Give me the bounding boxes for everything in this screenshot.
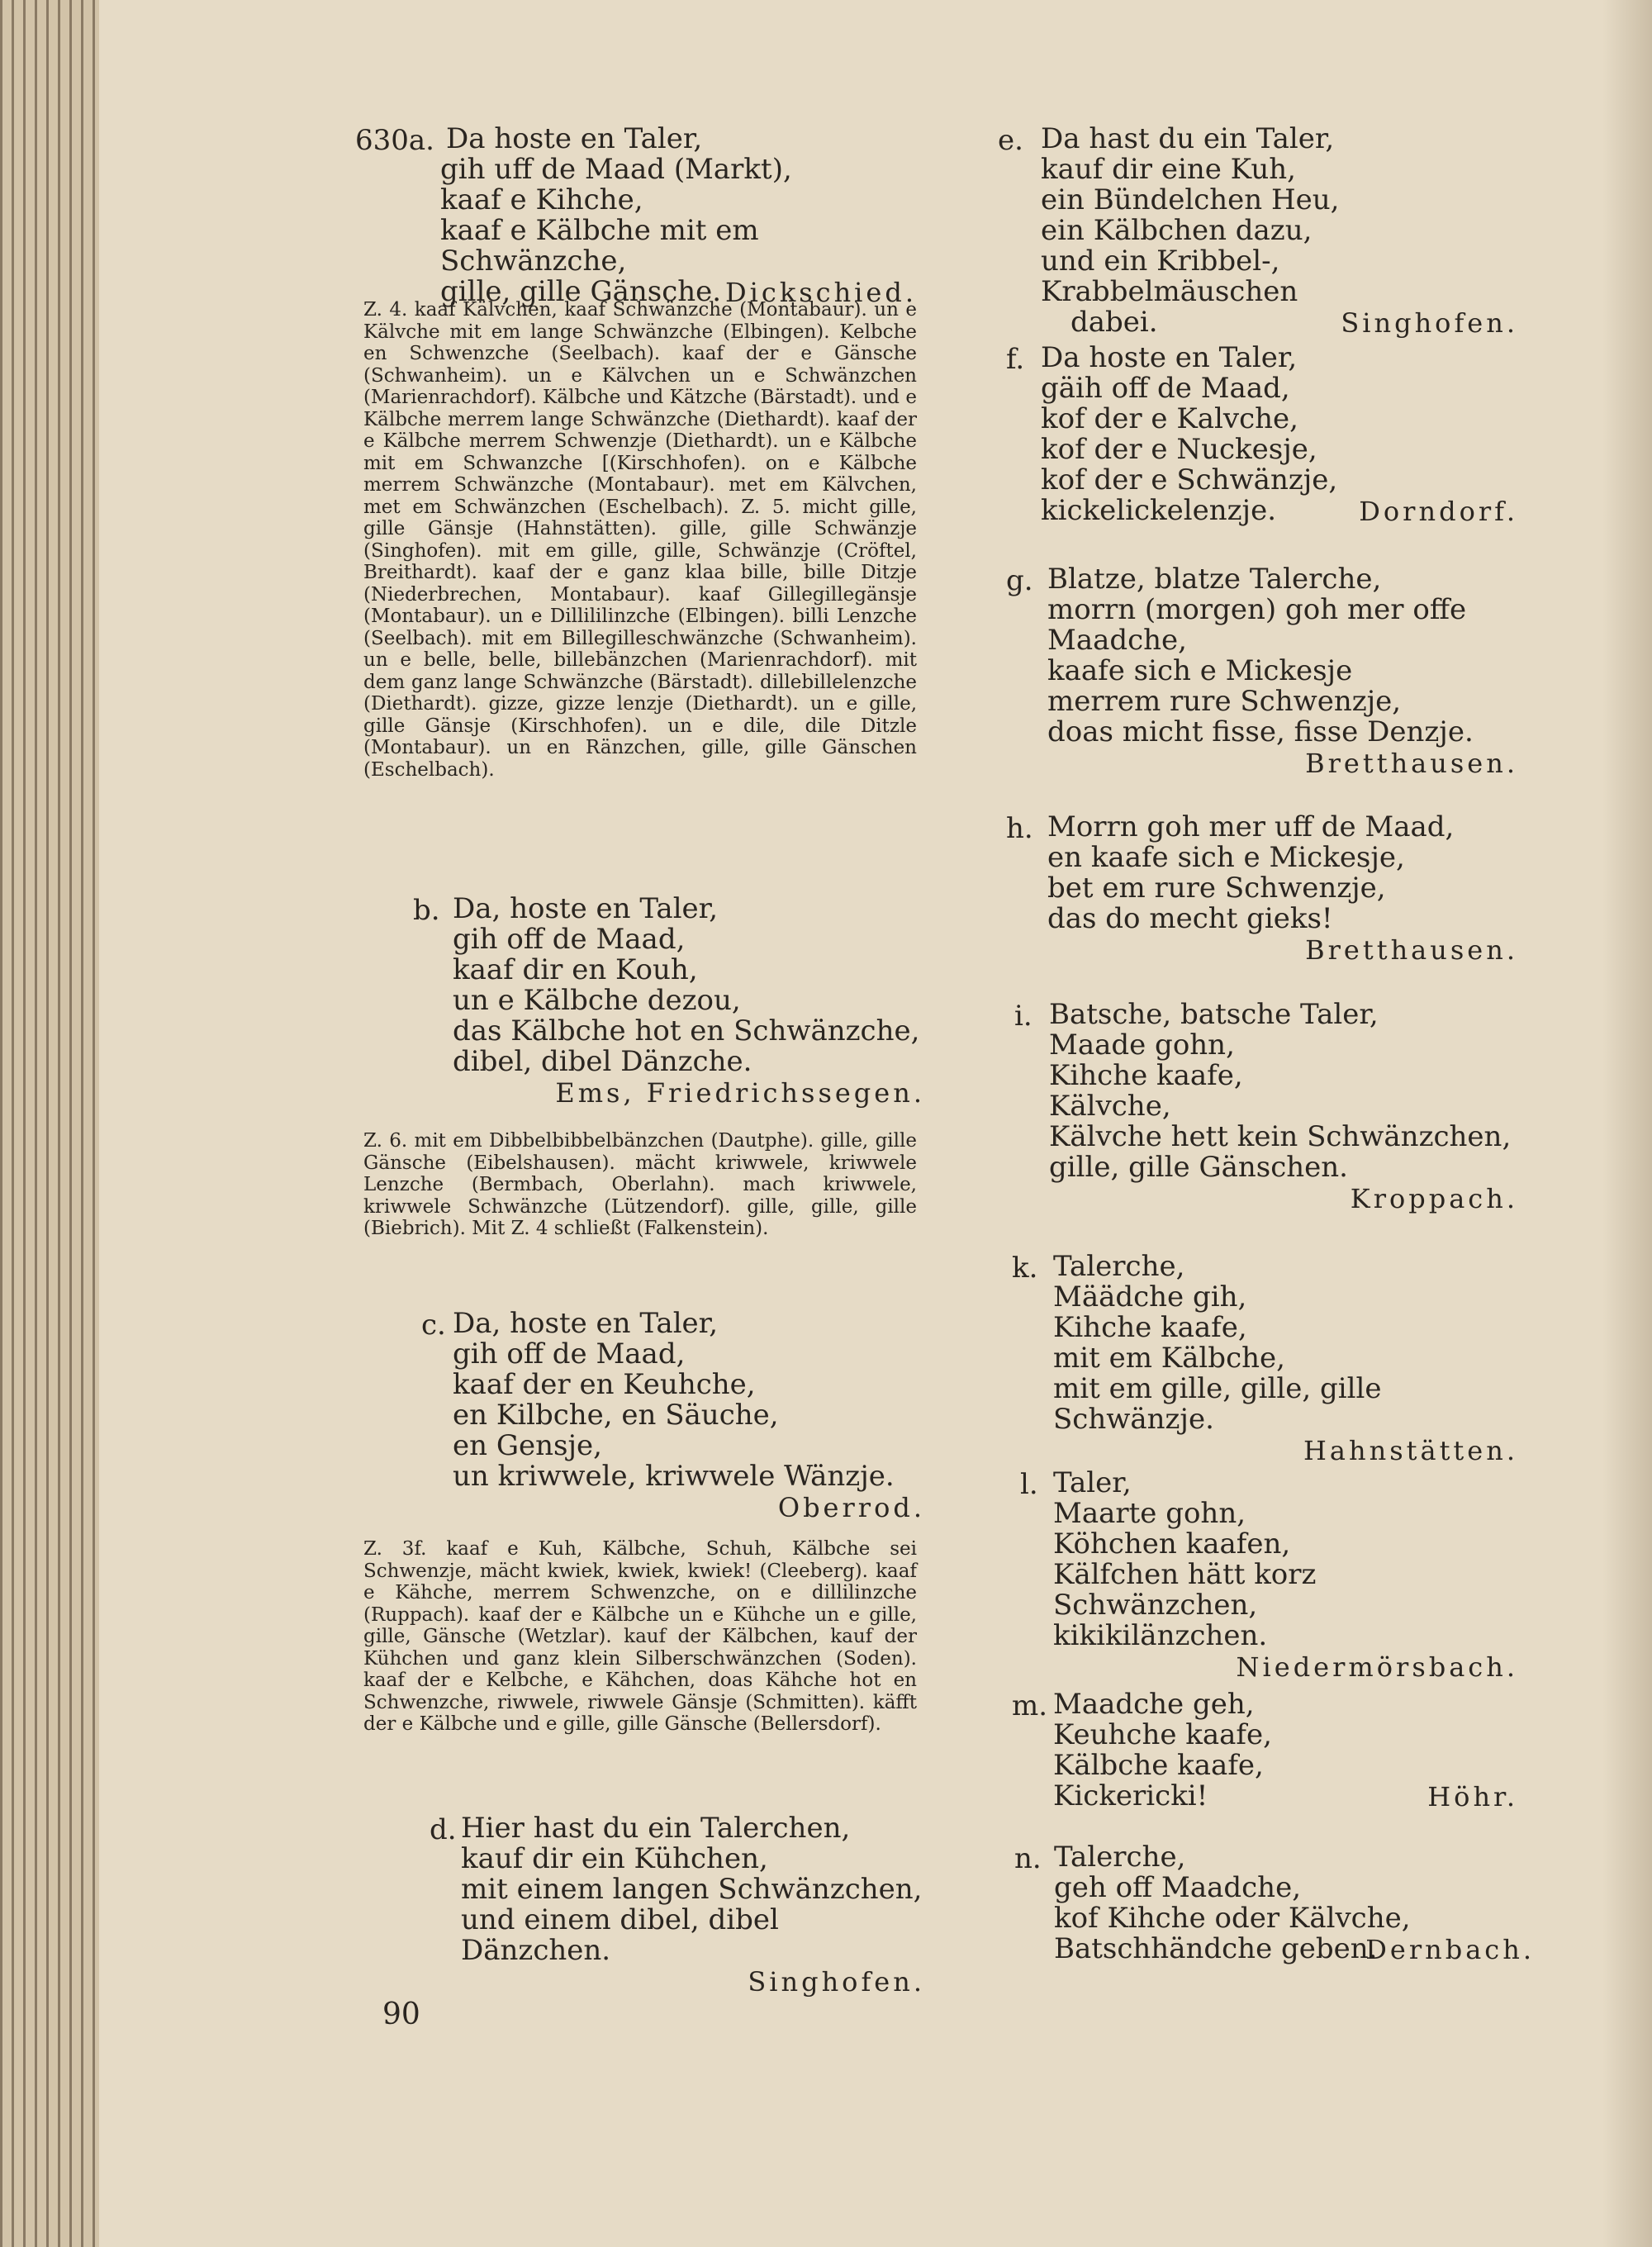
place-name: Bretthausen. xyxy=(1305,934,1518,966)
verse-line: Kihche kaafe, xyxy=(1049,1059,1243,1092)
verse-line: Hier hast du ein Talerchen, xyxy=(461,1812,851,1845)
place-name: Höhr. xyxy=(1427,1781,1518,1812)
verse-last-row xyxy=(998,307,1518,338)
place-name: Dickschied. xyxy=(725,277,917,308)
verse-line: mit em Kälbche, xyxy=(1053,1342,1285,1375)
verse-line: en Gensje, xyxy=(453,1429,602,1462)
variant-notes-630a: Z. 4. kaaf Kälvchen, kaaf Schwänzche (Montabaur). un e Kälvche mit em lange Schwänzche (Elbingen). Kelbche en Schwenzche (Seelbach). kaaf der e Gänsche (Schwanheim). un e Kälvchen un e Schwänzchen (Marienrachdorf). Kälbche und Kätzche (Bärstadt). und e Kälbche merrem lange Schwänzche (Diethardt). kaaf der e Kälbche merrem Schwenzje (Diethardt). un e Kälbche mit em Schwanzche [(Kirschhofen). on e Kälbche merrem Schwänzche (Montabaur). met em Kälvchen, met em Schwänzchen (Eschelbach). Z. 5. micht gille, gille Gänsje (Hahnstätten). gille, gille Schwänzje (Singhofen). mit em gille, gille, Schwänzje (Cröftel, Breithardt). kaaf der e ganz klaa bille, bille Ditzje (Niederbrechen, Montabaur). kaaf Gillegillegänsje (Montabaur). un e Dillililinzche (Elbingen). billi Lenzche (Seelbach). mit em Billegilleschwänzche (Schwanheim). un e belle, belle, billebänzchen (Marienrachdorf). mit dem ganz lange Schwänzche (Bärstadt). dillebillelenzche (Diethardt). gizze, gizze lenzje (Diethardt). un e gille, gille Gänsje (Kirschhofen). un e dile, dile Ditzle (Montabaur). un en Ränzchen, gille, gille Gänschen (Eschelbach). xyxy=(363,299,917,781)
verse-line: kof der e Nuckesje, xyxy=(1041,433,1317,466)
verse-630a xyxy=(355,124,917,307)
verse-g xyxy=(1006,564,1518,779)
verse-line: en Kilbche, en Säuche, xyxy=(453,1399,779,1432)
verse-line: kof Kihche oder Kälvche, xyxy=(1054,1902,1411,1935)
place-name: Singhofen. xyxy=(748,1966,925,1998)
verse-line: kaaf der en Keuhche, xyxy=(453,1368,756,1401)
verse-line: Kälvche, xyxy=(1049,1090,1171,1123)
verse-line: Maade gohn, xyxy=(1049,1028,1235,1062)
verse-line: Keuhche kaafe, xyxy=(1053,1718,1272,1751)
verse-line: kaaf e Kihche, xyxy=(440,183,643,216)
verse-line-row xyxy=(421,1307,925,1342)
verse-line: und einem dibel, dibel Dänzchen. xyxy=(461,1903,779,1967)
verse-line: kaafe sich e Mickesje xyxy=(1047,654,1353,687)
verse-line: mit einem langen Schwänzchen, xyxy=(461,1873,923,1906)
verse-label: d. xyxy=(430,1813,457,1846)
verse-label: i. xyxy=(1014,1000,1032,1033)
verse-label: 630a. xyxy=(355,124,434,157)
verse-label: h. xyxy=(1006,812,1033,845)
verse-c xyxy=(421,1309,925,1523)
verse-line: Batschhändche geben. xyxy=(1054,1932,1378,1965)
verse-line: kof der e Kalvche, xyxy=(1041,402,1298,435)
verse-line: gäih off de Maad, xyxy=(1041,372,1290,405)
verse-line: Kälvche hett kein Schwänzchen, xyxy=(1049,1120,1512,1153)
verse-n xyxy=(1014,1842,1535,1964)
verse-last-row xyxy=(1012,1781,1518,1812)
verse-line: kickelickelenzje. xyxy=(1041,494,1277,527)
verse-k xyxy=(1012,1252,1518,1466)
place-name: Oberrod. xyxy=(777,1492,925,1523)
verse-line: Maadche, xyxy=(1047,624,1187,657)
place-name: Dernbach. xyxy=(1365,1934,1535,1965)
verse-line-row xyxy=(1012,1689,1518,1720)
verse-line: kauf dir eine Kuh, xyxy=(1041,153,1296,186)
verse-l xyxy=(1020,1468,1518,1683)
verse-line-row xyxy=(413,892,925,927)
verse-line: morrn (morgen) goh mer offe xyxy=(1047,593,1467,626)
variant-notes-b: Z. 6. mit em Dibbelbibbelbänzchen (Dautphe). gille, gille Gänsche (Eibelshausen). mächt kriwwele, kriwwele Lenzche (Bermbach, Oberlahn). mach kriwwele, kriwwele Schwänzche (Lützendorf). gille, gille, gille (Biebrich). Mit Z. 4 schließt (Falkenstein). xyxy=(363,1130,917,1239)
verse-line-row xyxy=(1006,564,1518,595)
stacked-page-edges xyxy=(0,0,107,2247)
verse-line: Maadche geh, xyxy=(1053,1688,1255,1721)
verse-line: Da hoste en Taler, xyxy=(1041,341,1298,374)
verse-line: Kihche kaafe, xyxy=(1053,1311,1247,1344)
verse-line: dabei. xyxy=(1070,306,1158,339)
verse-line: gille, gille Gänschen. xyxy=(1049,1151,1348,1184)
verse-line-row xyxy=(1020,1468,1518,1499)
verse-line: Kickericki! xyxy=(1053,1779,1208,1812)
verse-line: Batsche, batsche Taler, xyxy=(1049,998,1379,1031)
verse-line-row xyxy=(1014,1842,1535,1873)
verse-label: n. xyxy=(1014,1842,1042,1875)
verse-label: l. xyxy=(1020,1468,1038,1501)
verse-line: doas micht fisse, fisse Denzje. xyxy=(1047,715,1474,748)
verse-line: kof der e Schwänzje, xyxy=(1041,463,1338,496)
verse-line: Kälfchen hätt korz Schwänzchen, xyxy=(1053,1558,1317,1622)
verse-line: kaaf e Kälbche mit em Schwänzche, xyxy=(440,214,759,278)
verse-label: f. xyxy=(1006,343,1025,376)
verse-line: gille, gille Gänsche. xyxy=(440,275,722,308)
verse-last-row xyxy=(1014,1934,1535,1964)
verse-line: geh off Maadche, xyxy=(1054,1871,1302,1904)
verse-b xyxy=(413,894,925,1109)
verse-line-row xyxy=(430,1813,925,1844)
verse-line: Da hoste en Taler, xyxy=(446,122,703,155)
verse-line-row xyxy=(1012,1250,1518,1285)
verse-line: das Kälbche hot en Schwänzche, xyxy=(453,1014,920,1047)
verse-line: bet em rure Schwenzje, xyxy=(1047,872,1386,905)
place-name: Hahnstätten. xyxy=(1303,1435,1518,1466)
place-name: Bretthausen. xyxy=(1305,748,1518,779)
verse-line: Maarte gohn, xyxy=(1053,1497,1246,1530)
verse-label: b. xyxy=(413,894,440,927)
verse-label: c. xyxy=(421,1309,446,1342)
place-name: Niedermörsbach. xyxy=(1236,1651,1518,1683)
verse-line: un e Kälbche dezou, xyxy=(453,984,741,1017)
verse-line-row xyxy=(1014,998,1518,1033)
place-name: Kroppach. xyxy=(1350,1183,1518,1214)
verse-label: g. xyxy=(1006,564,1033,597)
verse-label: e. xyxy=(998,124,1023,157)
verse-line: Da hast du ein Taler, xyxy=(1041,122,1335,155)
verse-line: das do mecht gieks! xyxy=(1047,902,1333,935)
verse-line: ein Bündelchen Heu, xyxy=(1041,183,1340,216)
verse-line: en kaafe sich e Mickesje, xyxy=(1047,841,1405,874)
place-name: Dorndorf. xyxy=(1359,496,1518,527)
verse-line: Taler, xyxy=(1053,1466,1132,1499)
verse-line: und ein Kribbel-, Krabbelmäuschen xyxy=(1041,245,1298,308)
variant-notes-c: Z. 3f. kaaf e Kuh, Kälbche, Schuh, Kälbche sei Schwenzje, mächt kwiek, kwiek, kwiek! (Cleeberg). kaaf e Kähche, merrem Schwenzche, on e dillilinzche (Ruppach). kaaf der e Kälbche un e Kühche un e gille, gille, Gänsche (Wetzlar). kauf der Kälbchen, kauf der Kühchen und ganz klein Silberschwänzchen (Soden). kaaf der e Kelbche, e Kähchen, doas Kähche hot en Schwenzche, riwwele, riwwele Gänsje (Schmitten). käfft der e Kälbche und e gille, gille Gänsche (Bellersdorf). xyxy=(363,1538,917,1735)
verse-m xyxy=(1012,1689,1518,1812)
verse-line: merrem rure Schwenzje, xyxy=(1047,685,1402,718)
verse-last-row xyxy=(1006,496,1518,526)
verse-line-row xyxy=(998,122,1518,157)
verse-i xyxy=(1014,1000,1518,1214)
verse-line-row xyxy=(355,122,917,157)
verse-line: mit em gille, gille, gille Schwänzje. xyxy=(1053,1372,1382,1436)
verse-line: Da, hoste en Taler, xyxy=(453,892,719,925)
gutter-shadow xyxy=(1602,0,1652,2247)
verse-line: gih off de Maad, xyxy=(453,923,686,956)
verse-line: un kriwwele, kriwwele Wänzje. xyxy=(453,1460,895,1493)
verse-line-row xyxy=(1006,812,1518,843)
verse-label: k. xyxy=(1012,1252,1038,1285)
place-name: Singhofen. xyxy=(1341,307,1518,339)
verse-line: kikikilänzchen. xyxy=(1053,1619,1268,1652)
verse-line: Määdche gih, xyxy=(1053,1280,1247,1314)
verse-line: dibel, dibel Dänzche. xyxy=(453,1045,752,1078)
place-name: Ems, Friedrichssegen. xyxy=(555,1077,925,1109)
verse-line: gih off de Maad, xyxy=(453,1337,686,1371)
verse-f xyxy=(1006,343,1518,526)
verse-line: Blatze, blatze Talerche, xyxy=(1047,563,1382,596)
verse-h xyxy=(1006,812,1518,966)
verse-line: ein Kälbchen dazu, xyxy=(1041,214,1313,247)
verse-d xyxy=(430,1813,925,1998)
verse-line: Da, hoste en Taler, xyxy=(453,1307,719,1340)
verse-line: kaaf dir en Kouh, xyxy=(453,953,698,986)
verse-line: kauf dir ein Kühchen, xyxy=(461,1842,768,1875)
verse-line: Kälbche kaafe, xyxy=(1053,1749,1264,1782)
verse-line-row xyxy=(1006,341,1518,376)
verse-label: m. xyxy=(1012,1689,1048,1722)
verse-line: Talerche, xyxy=(1054,1841,1186,1874)
page-number: 90 xyxy=(382,1998,420,2031)
verse-line: Morrn goh mer uff de Maad, xyxy=(1047,810,1455,843)
verse-line: Talerche, xyxy=(1053,1250,1185,1283)
verse-line: Köhchen kaafen, xyxy=(1053,1527,1291,1561)
verse-line: gih uff de Maad (Markt), xyxy=(440,153,792,186)
verse-e xyxy=(998,124,1518,338)
